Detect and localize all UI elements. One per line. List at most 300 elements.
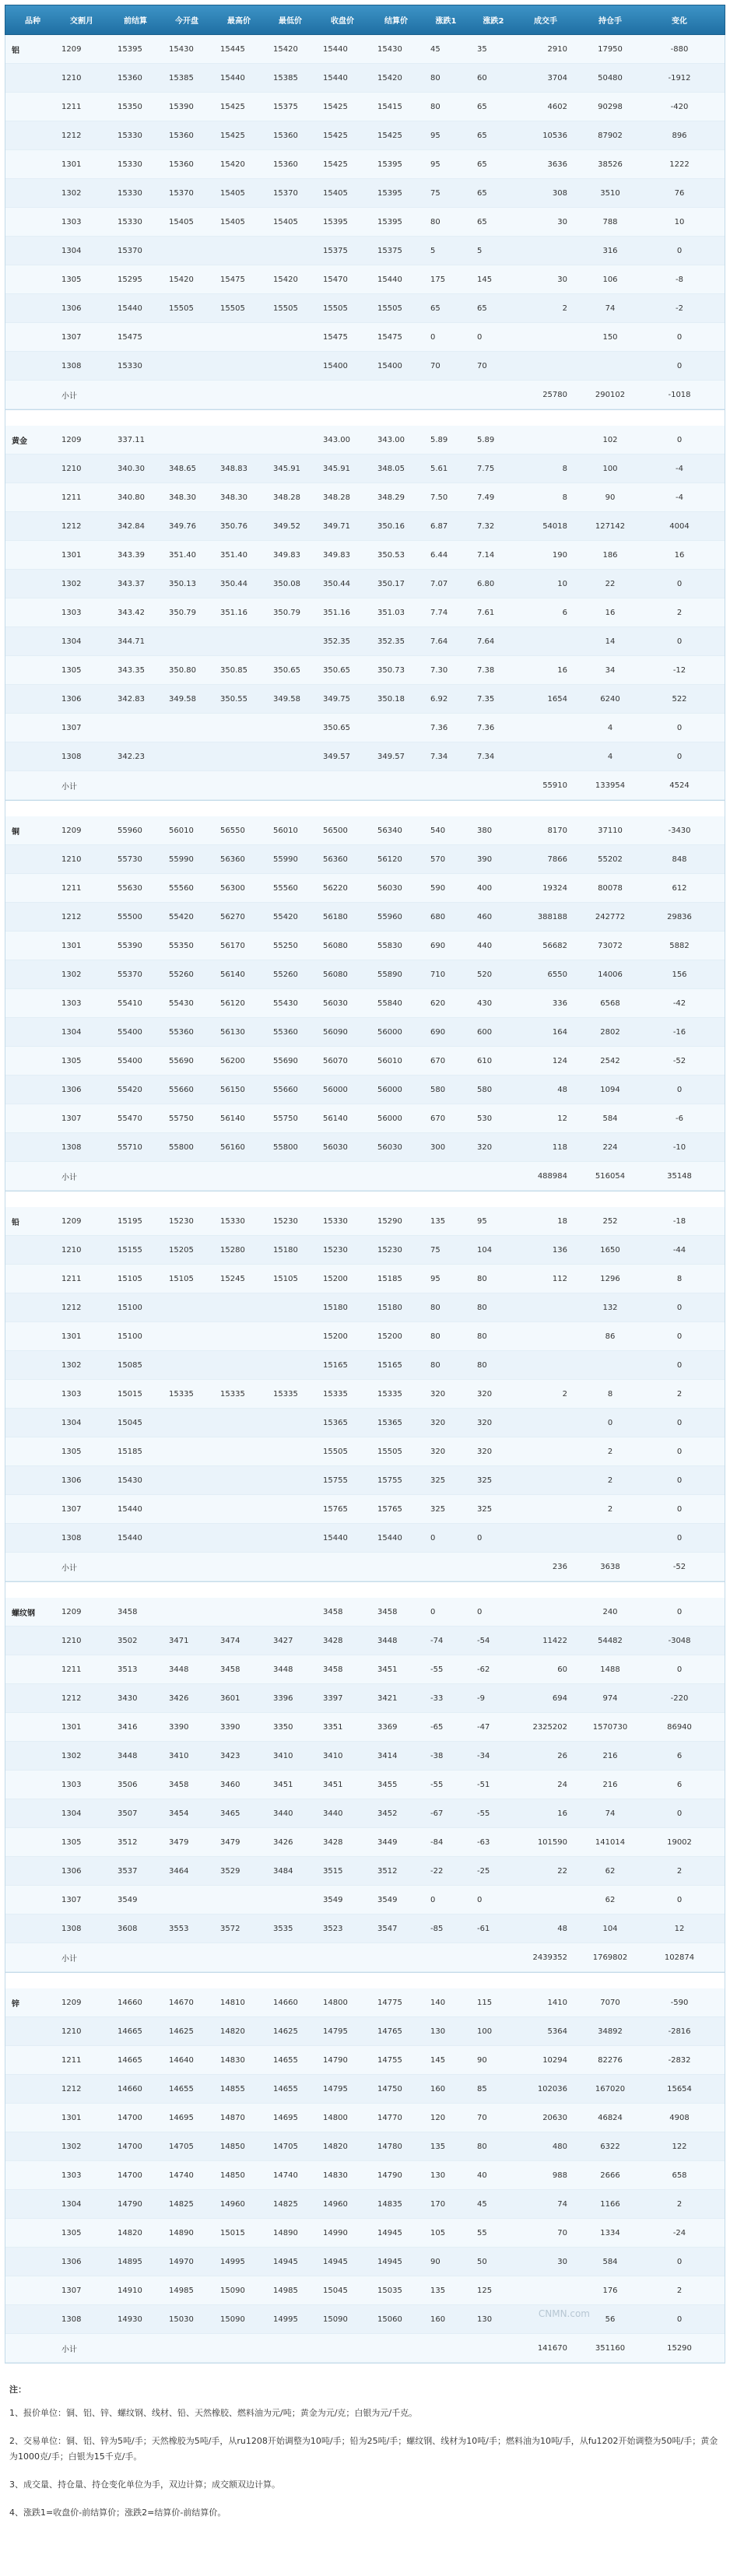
table-cell: 1166 <box>600 2199 620 2209</box>
table-cell: 15365 <box>323 1418 348 1427</box>
table-cell: 8170 <box>547 826 567 835</box>
table-cell: 80 <box>430 1332 440 1341</box>
table-cell: 130 <box>477 2315 493 2324</box>
table-cell: 15405 <box>220 188 245 198</box>
table-cell: 6.44 <box>430 550 448 560</box>
table-cell: 55750 <box>273 1114 298 1123</box>
note-line: 3、成交量、持仓量、持仓变化单位为手，双边计算；成交额双边计算。 <box>9 2479 280 2490</box>
table-cell: 80 <box>477 1274 487 1283</box>
table-cell: 3414 <box>377 1751 398 1760</box>
table-cell: -33 <box>430 1693 444 1703</box>
table-cell: 1212 <box>61 912 82 921</box>
table-cell: -84 <box>430 1837 444 1847</box>
table-cell: 87902 <box>598 131 623 140</box>
table-cell: 118 <box>552 1142 567 1152</box>
table-row <box>5 541 725 570</box>
table-cell: 55202 <box>598 855 623 864</box>
column-header: 持仓手 <box>598 17 622 26</box>
table-cell: 15440 <box>377 1533 402 1542</box>
table-cell: 56010 <box>377 1056 402 1065</box>
table-cell: 56150 <box>220 1085 245 1094</box>
table-cell: 19002 <box>667 1837 692 1847</box>
table-cell: 350.44 <box>323 579 350 588</box>
table-cell: 3529 <box>220 1866 240 1876</box>
table-cell: 15405 <box>169 217 194 226</box>
table-cell: 1303 <box>61 608 82 617</box>
table-cell: 4004 <box>669 521 690 531</box>
table-cell: 11422 <box>542 1636 567 1645</box>
table-cell: 3428 <box>323 1837 343 1847</box>
table-cell: 0 <box>477 1533 483 1542</box>
table-cell: 3369 <box>377 1722 398 1732</box>
table-cell: 55690 <box>169 1056 194 1065</box>
table-cell: 0 <box>676 435 683 444</box>
table-cell: 3460 <box>220 1780 240 1789</box>
table-cell: 55250 <box>273 941 298 950</box>
table-cell: 345.91 <box>323 464 350 473</box>
commodity-group <box>5 1598 725 1973</box>
table-cell: 3474 <box>220 1636 240 1645</box>
table-cell: 76 <box>674 188 685 198</box>
table-cell: 164 <box>552 1027 567 1037</box>
table-cell: 102874 <box>664 1953 695 1962</box>
table-row <box>5 1742 725 1771</box>
table-cell: 122 <box>672 2142 687 2151</box>
table-cell: 15360 <box>273 131 298 140</box>
table-cell: 343.00 <box>323 435 350 444</box>
table-cell: 56300 <box>220 883 245 893</box>
table-cell: 15765 <box>323 1504 348 1514</box>
table-cell: 3464 <box>169 1866 189 1876</box>
table-cell: 3396 <box>273 1693 293 1703</box>
table-cell: 15400 <box>323 361 348 370</box>
table-cell: 160 <box>430 2315 446 2324</box>
table-cell: 351.40 <box>220 550 247 560</box>
table-cell: 343.35 <box>118 665 145 675</box>
table-cell: 3448 <box>169 1665 189 1674</box>
table-row <box>5 1409 725 1437</box>
table-cell: 348.28 <box>323 493 350 502</box>
table-cell: 80 <box>430 1360 440 1370</box>
table-cell: 55660 <box>273 1085 298 1094</box>
table-cell: 1302 <box>61 1360 82 1370</box>
table-cell: 135 <box>430 2142 446 2151</box>
table-cell: 0 <box>676 1665 683 1674</box>
table-cell: 3512 <box>377 1866 398 1876</box>
table-cell: 55400 <box>118 1027 142 1037</box>
table-row <box>5 1627 725 1655</box>
table-row <box>5 1351 725 1380</box>
table-cell: 15230 <box>169 1216 194 1226</box>
table-cell: 5 <box>477 246 483 255</box>
table-cell: 2325202 <box>532 1722 567 1732</box>
table-cell: 15185 <box>377 1274 402 1283</box>
table-cell: 15375 <box>377 246 402 255</box>
table-row <box>5 512 725 541</box>
table-cell: 56200 <box>220 1056 245 1065</box>
table-cell: 1308 <box>61 361 82 370</box>
table-cell: 55690 <box>273 1056 298 1065</box>
table-cell: 35148 <box>667 1171 692 1181</box>
table-row <box>5 208 725 237</box>
table-cell: 3448 <box>377 1636 398 1645</box>
table-cell: 3553 <box>169 1924 189 1933</box>
watermark: CNMN.com <box>538 2308 590 2319</box>
table-cell: 14790 <box>377 2171 402 2180</box>
table-cell: 190 <box>552 550 567 560</box>
table-cell: 7.14 <box>477 550 495 560</box>
table-cell: 0 <box>430 1533 436 1542</box>
table-cell: 3502 <box>118 1636 138 1645</box>
table-cell: 15440 <box>118 1533 142 1542</box>
table-cell: 7.75 <box>477 464 495 473</box>
table-cell: 3452 <box>377 1809 398 1818</box>
table-cell: 17950 <box>598 44 623 54</box>
table-cell: 349.58 <box>273 694 300 704</box>
table-cell: 10294 <box>542 2055 567 2065</box>
table-row <box>5 1655 725 1684</box>
table-cell: 55410 <box>118 998 142 1008</box>
table-cell: 3426 <box>169 1693 189 1703</box>
table-row <box>5 685 725 714</box>
table-row <box>5 656 725 685</box>
table-cell: 1307 <box>61 1114 82 1123</box>
table-row <box>5 121 725 150</box>
table-cell: 694 <box>552 1693 567 1703</box>
table-cell: 15105 <box>169 1274 194 1283</box>
table-cell: 1306 <box>61 1866 82 1876</box>
table-cell: 2802 <box>600 1027 620 1037</box>
table-cell: 130 <box>430 2027 446 2036</box>
table-cell: 480 <box>552 2142 567 2151</box>
table-cell: 3704 <box>547 73 567 82</box>
table-cell: 1306 <box>61 694 82 704</box>
table-cell: 56682 <box>542 941 567 950</box>
table-row <box>5 265 725 294</box>
table-cell: 1304 <box>61 2199 82 2209</box>
table-cell: 56270 <box>220 912 245 921</box>
column-header: 今开盘 <box>175 17 198 26</box>
table-cell: 584 <box>602 1114 618 1123</box>
table-cell: 55390 <box>118 941 142 950</box>
table-cell: 350.73 <box>377 665 405 675</box>
table-cell: 15330 <box>118 131 142 140</box>
table-cell: 320 <box>477 1418 493 1427</box>
table-cell: 14835 <box>377 2199 402 2209</box>
table-cell: 19324 <box>542 883 567 893</box>
table-cell: 1769802 <box>592 1953 628 1962</box>
table-row <box>5 1076 725 1104</box>
table-cell: 3547 <box>377 1924 398 1933</box>
table-cell: 15360 <box>169 160 194 169</box>
table-cell: 351.40 <box>169 550 196 560</box>
table-cell: 1222 <box>669 160 690 169</box>
table-row <box>5 352 725 381</box>
table-cell: 1308 <box>61 752 82 761</box>
table-cell: 320 <box>430 1389 446 1399</box>
table-cell: 15365 <box>377 1418 402 1427</box>
table-cell: 55500 <box>118 912 142 921</box>
table-cell: 15395 <box>377 188 402 198</box>
table-row <box>5 1293 725 1322</box>
table-cell: 1211 <box>61 2055 82 2065</box>
table-cell: 48 <box>557 1085 567 1094</box>
table-cell: 14655 <box>273 2084 298 2093</box>
table-cell: 102 <box>602 435 618 444</box>
table-cell: 15420 <box>169 275 194 284</box>
table-cell: 70 <box>430 361 440 370</box>
table-cell: 14820 <box>220 2027 245 2036</box>
table-cell: 56 <box>605 2315 616 2324</box>
table-cell: 80 <box>430 217 440 226</box>
table-cell: 46824 <box>598 2113 623 2122</box>
table-cell: 15420 <box>273 275 298 284</box>
table-cell: 1305 <box>61 1837 82 1847</box>
table-cell: 0 <box>676 1504 683 1514</box>
table-cell: 14695 <box>169 2113 194 2122</box>
table-cell: 55360 <box>273 1027 298 1037</box>
table-cell: 4524 <box>669 781 690 790</box>
table-cell: 349.76 <box>169 521 196 531</box>
table-cell: 55 <box>477 2228 487 2237</box>
table-cell: 7.34 <box>477 752 495 761</box>
table-cell: 15505 <box>220 304 245 313</box>
table-cell: 56340 <box>377 826 402 835</box>
table-cell: -51 <box>477 1780 490 1789</box>
table-cell: 0 <box>676 1895 683 1904</box>
table-cell: 14830 <box>323 2171 348 2180</box>
table-cell: 115 <box>477 1998 493 2007</box>
table-cell: 2 <box>676 2286 683 2295</box>
table-cell: 15105 <box>273 1274 298 1283</box>
table-cell: 14850 <box>220 2171 245 2180</box>
table-cell: 132 <box>602 1303 618 1312</box>
table-cell: 530 <box>477 1114 493 1123</box>
table-cell: 106 <box>602 275 618 284</box>
table-cell: 350.65 <box>323 665 350 675</box>
table-cell: 1570730 <box>592 1722 628 1732</box>
table-cell: 15230 <box>377 1245 402 1255</box>
table-row <box>5 1988 725 2017</box>
table-cell: 1210 <box>61 2027 82 2036</box>
table-cell: 3572 <box>220 1924 240 1933</box>
table-cell: 14790 <box>118 2199 142 2209</box>
table-cell: 522 <box>672 694 687 704</box>
subtotal-row <box>5 1553 725 1581</box>
variety-cell: 黄金 <box>12 437 27 446</box>
table-row <box>5 874 725 903</box>
table-cell: 56080 <box>323 970 348 979</box>
table-cell: 15375 <box>273 102 298 111</box>
table-cell: 1211 <box>61 102 82 111</box>
table-cell: 14625 <box>273 2027 298 2036</box>
table-cell: 14850 <box>220 2142 245 2151</box>
table-cell: 15370 <box>118 246 142 255</box>
table-cell: 15350 <box>118 102 142 111</box>
table-row <box>5 2248 725 2276</box>
table-cell: 95 <box>430 160 440 169</box>
table-row <box>5 150 725 179</box>
table-cell: 小计 <box>61 1954 77 1964</box>
table-cell: 308 <box>552 188 567 198</box>
table-row <box>5 714 725 742</box>
table-cell: 15370 <box>169 188 194 198</box>
table-cell: 580 <box>477 1085 493 1094</box>
table-cell: 56360 <box>323 855 348 864</box>
table-cell: 14660 <box>273 1998 298 2007</box>
table-cell: 2542 <box>600 1056 620 1065</box>
table-cell: 14625 <box>169 2027 194 2036</box>
table-cell: 15180 <box>323 1303 348 1312</box>
table-cell: 35 <box>477 44 487 54</box>
table-cell: 1212 <box>61 1303 82 1312</box>
table-cell: 0 <box>676 361 683 370</box>
table-cell: 349.52 <box>273 521 300 531</box>
table-cell: 15200 <box>377 1332 402 1341</box>
table-row <box>5 2219 725 2248</box>
table-cell: 350.79 <box>273 608 300 617</box>
table-cell: 14945 <box>273 2257 298 2266</box>
table-cell: 小计 <box>61 1173 77 1182</box>
table-cell: 30 <box>557 275 567 284</box>
table-cell: 34892 <box>598 2027 623 2036</box>
table-row <box>5 1133 725 1162</box>
table-cell: 55400 <box>118 1056 142 1065</box>
table-cell: 351.16 <box>220 608 247 617</box>
table-cell: 3608 <box>118 1924 138 1933</box>
table-cell: 3458 <box>118 1607 138 1616</box>
table-cell: 1303 <box>61 1389 82 1399</box>
table-cell: 2 <box>676 608 683 617</box>
table-cell: 14740 <box>169 2171 194 2180</box>
table-cell: 18 <box>557 1216 567 1226</box>
table-cell: -3430 <box>668 826 691 835</box>
table-cell: 10536 <box>542 131 567 140</box>
table-cell: 600 <box>477 1027 493 1037</box>
table-row <box>5 598 725 627</box>
table-cell: 6322 <box>600 2142 620 2151</box>
table-cell: 15330 <box>118 361 142 370</box>
table-cell: 670 <box>430 1056 446 1065</box>
table-cell: -8 <box>676 275 683 284</box>
table-cell: 1212 <box>61 131 82 140</box>
table-cell: 14665 <box>118 2027 142 2036</box>
table-cell: 1305 <box>61 2228 82 2237</box>
table-cell: 54018 <box>542 521 567 531</box>
table-cell: 3465 <box>220 1809 240 1818</box>
table-cell: 55350 <box>169 941 194 950</box>
table-row <box>5 1524 725 1553</box>
table-cell: 3510 <box>600 188 620 198</box>
table-cell: 14985 <box>273 2286 298 2295</box>
table-cell: 105 <box>430 2228 446 2237</box>
table-row <box>5 1771 725 1799</box>
table-cell: 56030 <box>323 998 348 1008</box>
variety-cell: 铅 <box>12 1218 19 1227</box>
table-cell: 14910 <box>118 2286 142 2295</box>
table-cell: 1305 <box>61 665 82 675</box>
table-cell: 55260 <box>273 970 298 979</box>
table-cell: 1301 <box>61 941 82 950</box>
table-cell: -220 <box>670 1693 689 1703</box>
subtotal-row <box>5 381 725 409</box>
table-cell: 70 <box>477 361 487 370</box>
table-cell: 350.44 <box>220 579 247 588</box>
table-cell: 325 <box>430 1504 446 1514</box>
table-cell: 15395 <box>323 217 348 226</box>
table-cell: 344.71 <box>118 637 145 646</box>
table-cell: 125 <box>477 2286 493 2295</box>
table-cell: 7.64 <box>477 637 495 646</box>
table-cell: -38 <box>430 1751 444 1760</box>
table-cell: 6550 <box>547 970 567 979</box>
table-cell: -2 <box>676 304 683 313</box>
table-row <box>5 1495 725 1524</box>
table-cell: 56130 <box>220 1027 245 1037</box>
table-cell: 516054 <box>595 1171 626 1181</box>
table-cell: 1306 <box>61 304 82 313</box>
table-cell: -590 <box>670 1998 689 2007</box>
table-cell: 14660 <box>118 2084 142 2093</box>
table-cell: 348.28 <box>273 493 300 502</box>
table-cell: 350.65 <box>273 665 300 675</box>
table-cell: 974 <box>602 1693 618 1703</box>
table-cell: 14855 <box>220 2084 245 2093</box>
table-cell: 15440 <box>377 275 402 284</box>
table-cell: 0 <box>676 332 683 342</box>
table-cell: 1488 <box>600 1665 620 1674</box>
table-cell: 22 <box>557 1866 567 1876</box>
table-cell: 848 <box>672 855 687 864</box>
subtotal-row <box>5 2334 725 2363</box>
table-cell: 3537 <box>118 1866 138 1876</box>
table-cell: 65 <box>477 131 487 140</box>
table-cell: 90 <box>430 2257 440 2266</box>
table-cell: 15440 <box>220 73 245 82</box>
table-cell: 6.80 <box>477 579 495 588</box>
table-cell: 14890 <box>273 2228 298 2237</box>
table-cell: 3454 <box>169 1809 189 1818</box>
table-cell: 80 <box>477 2142 487 2151</box>
table-cell: 15105 <box>118 1274 142 1283</box>
table-cell: 224 <box>602 1142 618 1152</box>
table-cell: 1308 <box>61 1924 82 1933</box>
table-cell: 135 <box>430 2286 446 2295</box>
table-cell: 4602 <box>547 102 567 111</box>
table-cell: 15090 <box>220 2286 245 2295</box>
table-cell: 176 <box>602 2286 618 2295</box>
table-cell: 56090 <box>323 1027 348 1037</box>
table-cell: 55960 <box>118 826 142 835</box>
table-cell: 342.84 <box>118 521 145 531</box>
table-cell: 15755 <box>377 1476 402 1485</box>
table-cell: 14960 <box>323 2199 348 2209</box>
table-cell: 小计 <box>61 782 77 791</box>
table-cell: 45 <box>430 44 440 54</box>
table-cell: 56120 <box>220 998 245 1008</box>
table-cell: 3455 <box>377 1780 398 1789</box>
table-row <box>5 2305 725 2334</box>
table-row <box>5 1380 725 1409</box>
table-cell: 400 <box>477 883 493 893</box>
table-cell: 14820 <box>118 2228 142 2237</box>
table-cell: 15420 <box>377 73 402 82</box>
table-cell: 5364 <box>547 2027 567 2036</box>
table-cell: 15045 <box>323 2286 348 2295</box>
table-cell: 6568 <box>600 998 620 1008</box>
table-cell: 0 <box>430 332 436 342</box>
table-cell: 3423 <box>220 1751 240 1760</box>
